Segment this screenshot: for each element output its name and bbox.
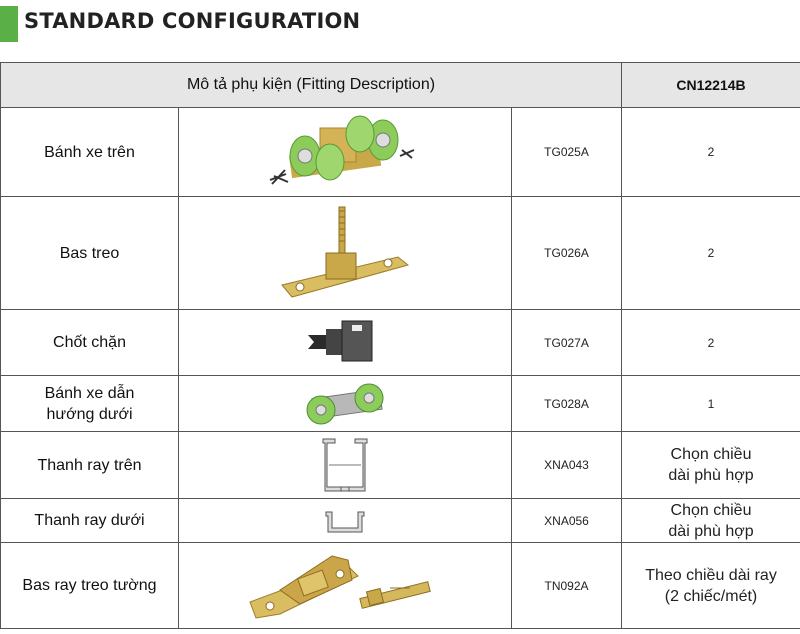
item-quantity-line: Chọn chiều xyxy=(670,446,752,463)
bottom-guide-wheel-image xyxy=(295,380,395,428)
item-quantity: 2 xyxy=(622,108,800,197)
item-name: Thanh ray dưới xyxy=(1,499,179,543)
hanging-bracket-image xyxy=(270,201,420,305)
top-rail-profile-image xyxy=(315,435,375,495)
item-image-cell xyxy=(179,499,512,543)
item-quantity: 1 xyxy=(622,376,800,432)
item-quantity xyxy=(622,432,800,499)
stopper-image xyxy=(300,315,390,371)
item-image-cell xyxy=(179,108,512,197)
item-image-cell xyxy=(179,376,512,432)
page-title: STANDARD CONFIGURATION xyxy=(24,9,361,33)
item-name: Bánh xe trên xyxy=(1,108,179,197)
item-name: Bas ray treo tường xyxy=(1,543,179,629)
item-name-line: hướng dưới xyxy=(46,405,133,423)
item-name-line: Bánh xe dẫn xyxy=(44,384,135,402)
item-quantity-line: Theo chiều dài ray xyxy=(645,566,777,584)
table-row xyxy=(1,432,800,499)
item-code: XNA056 xyxy=(512,499,622,543)
item-image-cell xyxy=(179,543,512,629)
table-row xyxy=(1,499,800,543)
item-quantity-line: (2 chiếc/mét) xyxy=(664,587,758,605)
item-quantity: 2 xyxy=(622,197,800,310)
table-row xyxy=(1,310,800,376)
item-code: XNA043 xyxy=(512,432,622,499)
item-name: Chốt chặn xyxy=(1,310,179,376)
item-image-cell xyxy=(179,432,512,499)
item-quantity xyxy=(622,543,800,629)
item-code: TG028A xyxy=(512,376,622,432)
table-row xyxy=(1,376,800,432)
description-column-header: Mô tả phụ kiện (Fitting Description) xyxy=(1,63,622,108)
item-code: TG027A xyxy=(512,310,622,376)
item-code: TG025A xyxy=(512,108,622,197)
item-quantity: 2 xyxy=(622,310,800,376)
table-row xyxy=(1,543,800,629)
top-roller-wheel-image xyxy=(260,110,430,194)
item-quantity-line: dài phù hợp xyxy=(668,522,754,540)
item-name: Bas treo xyxy=(1,197,179,310)
section-header xyxy=(0,0,800,50)
item-name: Thanh ray trên xyxy=(1,432,179,499)
item-code: TG026A xyxy=(512,197,622,310)
item-code: TN092A xyxy=(512,543,622,629)
model-column-header: CN12214B xyxy=(622,63,800,108)
item-name xyxy=(1,376,179,432)
bottom-rail-profile-image xyxy=(320,506,370,536)
table-row xyxy=(1,108,800,197)
table-header-row xyxy=(1,63,800,108)
item-image-cell xyxy=(179,310,512,376)
header-accent-bar xyxy=(0,6,18,42)
wall-rail-bracket-image xyxy=(240,546,450,626)
item-image-cell xyxy=(179,197,512,310)
item-quantity xyxy=(622,499,800,543)
item-quantity-line: Chọn chiều xyxy=(670,501,752,519)
table-row xyxy=(1,197,800,310)
configuration-table xyxy=(0,62,800,629)
item-quantity-line: dài phù hợp xyxy=(668,467,754,484)
